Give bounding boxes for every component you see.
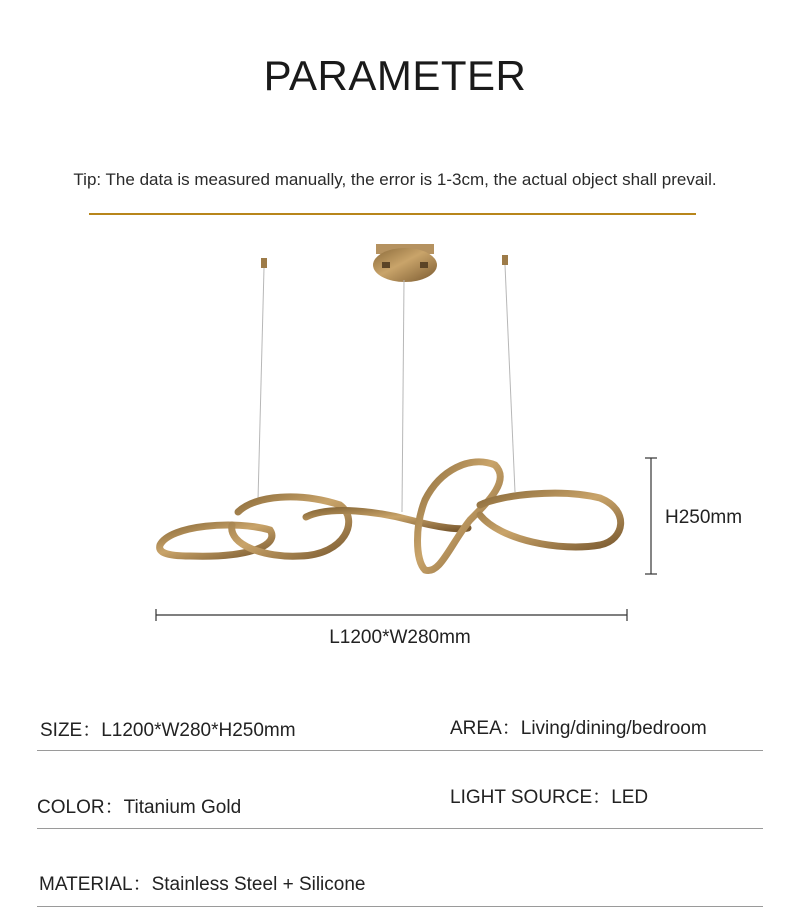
spec-area-value: Living/dining/bedroom: [520, 718, 707, 739]
spec-color-value: Titanium Gold: [123, 797, 242, 818]
spec-area: [450, 713, 707, 740]
spec-color: [37, 792, 241, 819]
measurement-tip: Tip: The data is measured manually, the error is 1-3cm, the actual object shall prevail.: [73, 170, 717, 189]
height-label: H250mm: [665, 507, 743, 528]
pendant-lamp-image: [0, 230, 790, 660]
length-label: L1200*W280mm: [329, 627, 471, 648]
page-title: PARAMETER: [263, 52, 527, 99]
length-dimension-line: [156, 609, 627, 621]
spec-light-source-label: LIGHT SOURCE：: [450, 787, 612, 808]
spec-size-label: SIZE：: [40, 720, 102, 741]
spec-area-label: AREA：: [450, 718, 521, 739]
height-dimension-line: [645, 458, 657, 574]
spec-material-label: MATERIAL：: [39, 874, 152, 895]
spec-material-value: Stainless Steel + Silicone: [151, 874, 366, 895]
ring-loops: [160, 462, 621, 571]
spec-size-value: L1200*W280*H250mm: [101, 720, 296, 741]
spec-material: [39, 869, 365, 896]
spec-color-label: COLOR：: [37, 797, 124, 818]
ceiling-canopy: [373, 244, 437, 282]
wire-clip-right: [502, 255, 508, 265]
gold-divider: [89, 213, 696, 215]
wire-clip-left: [261, 258, 267, 268]
spec-size: [40, 715, 296, 742]
spec-light-source: [450, 782, 648, 809]
spec-light-source-value: LED: [611, 787, 649, 808]
suspension-wires: [258, 265, 515, 512]
